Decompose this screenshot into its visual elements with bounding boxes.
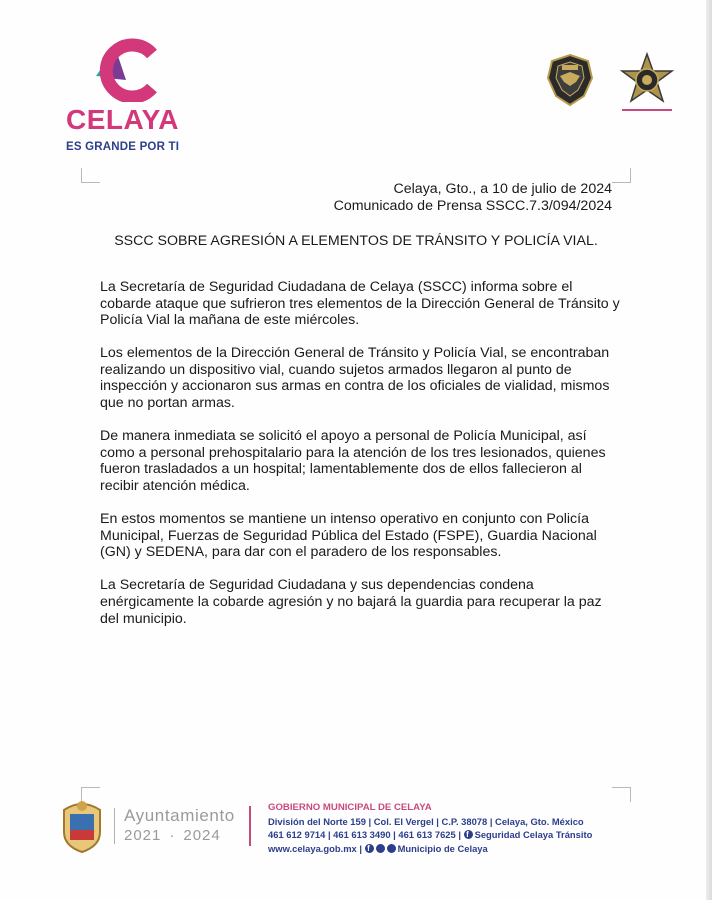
government-name: GOBIERNO MUNICIPAL DE CELAYA — [268, 802, 432, 813]
document-date: Celaya, Gto., a 10 de julio de 2024 — [393, 181, 612, 197]
corner-mark — [612, 787, 631, 802]
facebook-icon — [464, 830, 473, 839]
press-release-reference: Comunicado de Prensa SSCC.7.3/094/2024 — [333, 198, 612, 214]
document-subject: SSCC SOBRE AGRESIÓN A ELEMENTOS DE TRÁNSITO Y POLICÍA VIAL. — [114, 233, 598, 249]
address-line: División del Norte 159 | Col. El Vergel | C.P. 38078 | Celaya, Gto. México — [268, 815, 584, 827]
corner-mark — [612, 168, 631, 183]
corner-mark — [81, 168, 100, 183]
document-body — [100, 279, 620, 644]
body-paragraph: En estos momentos se mantiene un intenso operativo en conjunto con Policía Municipal, Fuerzas de Seguridad Pública del Estado (FSPE), Guardia Nacional (GN) y SEDENA, para dar con el paradero de los responsables. — [100, 511, 597, 561]
badge-underline — [622, 109, 672, 111]
website-link[interactable]: www.celaya.gob.mx | — [268, 842, 362, 854]
year-separator: · — [169, 827, 176, 844]
ayuntamiento-label: Ayuntamiento — [124, 806, 235, 825]
body-paragraph: Los elementos de la Dirección General de Tránsito y Policía Vial, se encontraban realizando un dispositivo vial, cuando sujetos armados llegaron al punto de inspección y accionaron sus armas en contra de los oficiales de vialidad, mismos que no portan armas. — [100, 345, 610, 412]
celaya-coat-of-arms-icon — [58, 796, 106, 854]
instagram-icon — [387, 844, 396, 853]
administration-years — [124, 827, 221, 844]
twitter-icon — [376, 844, 385, 853]
sscc-shield-badge-icon — [542, 52, 598, 108]
footer-divider — [114, 808, 115, 844]
web-line — [268, 842, 592, 856]
police-star-badge-icon — [618, 52, 676, 110]
social-handle: Municipio de Celaya — [397, 842, 488, 854]
phone-line — [268, 828, 592, 842]
celaya-c-logo-icon — [80, 38, 180, 102]
facebook-icon — [365, 844, 374, 853]
body-paragraph: De manera inmediata se solicitó el apoyo a personal de Policía Municipal, así como a personal prehospitalario para la atención de los tres lesionados, quienes fueron trasladados a un hospital; lamentablemente dos de ellos fallecieron al recibir atención médica. — [100, 428, 606, 494]
year-start: 2021 — [124, 827, 162, 844]
logo-wordmark: CELAYA — [66, 104, 179, 135]
body-paragraph: La Secretaría de Seguridad Ciudadana de Celaya (SSCC) informa sobre el cobarde ataque que sufrieron tres elementos de la Dirección General de Tránsito y Policía Vial la mañana de este miércoles. — [100, 279, 620, 329]
celaya-logo — [62, 38, 202, 158]
body-paragraph: La Secretaría de Seguridad Ciudadana y sus dependencias condena enérgicamente la cobarde agresión y no bajará la guardia para recuperar la paz del municipio. — [100, 577, 602, 627]
logo-tagline: ES GRANDE POR TI — [66, 141, 180, 153]
year-end: 2024 — [183, 827, 221, 844]
phone-numbers: 461 612 9714 | 461 613 3490 | 461 613 7625 | — [268, 829, 461, 841]
footer-accent-divider — [249, 806, 251, 846]
facebook-page-name: Seguridad Celaya Tránsito — [474, 829, 593, 841]
footer-contact-block — [268, 801, 592, 855]
